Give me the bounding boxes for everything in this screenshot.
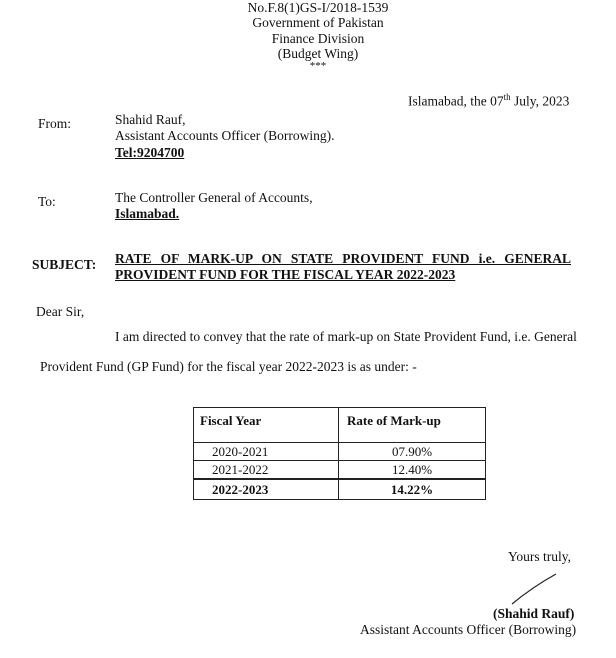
to-name: The Controller General of Accounts, <box>115 190 313 205</box>
subject-label: SUBJECT: <box>32 257 97 272</box>
closing-yours-truly: Yours truly, <box>508 549 572 564</box>
rate-cell: 12.40% <box>339 461 486 480</box>
date-suffix: th <box>503 92 511 102</box>
signer-name: (Shahid Rauf) <box>493 606 575 621</box>
division-name: Finance Division <box>271 31 365 46</box>
fiscal-year-cell: 2022-2023 <box>194 479 339 500</box>
from-designation: Assistant Accounts Officer (Borrowing). <box>115 128 335 143</box>
table-row <box>194 443 486 461</box>
body-line-1: I am directed to convey that the rate of mark-up on State Provident Fund, i.e. General <box>115 329 577 344</box>
fiscal-year-cell: 2021-2022 <box>194 461 339 480</box>
from-label: From: <box>38 116 72 131</box>
salutation: Dear Sir, <box>36 304 85 319</box>
wing-name: (Budget Wing) <box>277 46 359 61</box>
signer-designation: Assistant Accounts Officer (Borrowing) <box>360 622 577 637</box>
reference-number: No.F.8(1)GS-I/2018-1539 <box>247 0 389 15</box>
from-name: Shahid Rauf, <box>115 112 186 127</box>
table-row <box>194 479 486 500</box>
to-city: Islamabad. <box>115 206 180 221</box>
rate-cell: 14.22% <box>339 479 486 500</box>
subject-line-2: PROVIDENT FUND FOR THE FISCAL YEAR 2022-2023 <box>115 267 456 282</box>
date-rest: July, 2023 <box>510 93 570 109</box>
signature-icon <box>510 572 560 606</box>
fiscal-year-cell: 2020-2021 <box>194 443 339 461</box>
markup-rates-table <box>193 407 486 500</box>
header-stars: *** <box>309 60 327 72</box>
rate-cell: 07.90% <box>339 443 486 461</box>
to-label: To: <box>38 194 56 209</box>
table-header-row <box>194 408 486 443</box>
body-line-2: Provident Fund (GP Fund) for the fiscal year 2022-2023 is as under: - <box>40 359 417 374</box>
date-line <box>408 92 569 110</box>
government-name: Government of Pakistan <box>252 15 384 30</box>
subject-line-1: RATE OF MARK-UP ON STATE PROVIDENT FUND i.e. GENERAL <box>115 251 571 266</box>
header-fiscal-year: Fiscal Year <box>194 408 339 443</box>
date-prefix: Islamabad, the 07 <box>408 93 504 109</box>
from-telephone: Tel:9204700 <box>115 145 185 160</box>
header-rate-of-markup: Rate of Mark-up <box>339 408 486 443</box>
table-row <box>194 461 486 480</box>
